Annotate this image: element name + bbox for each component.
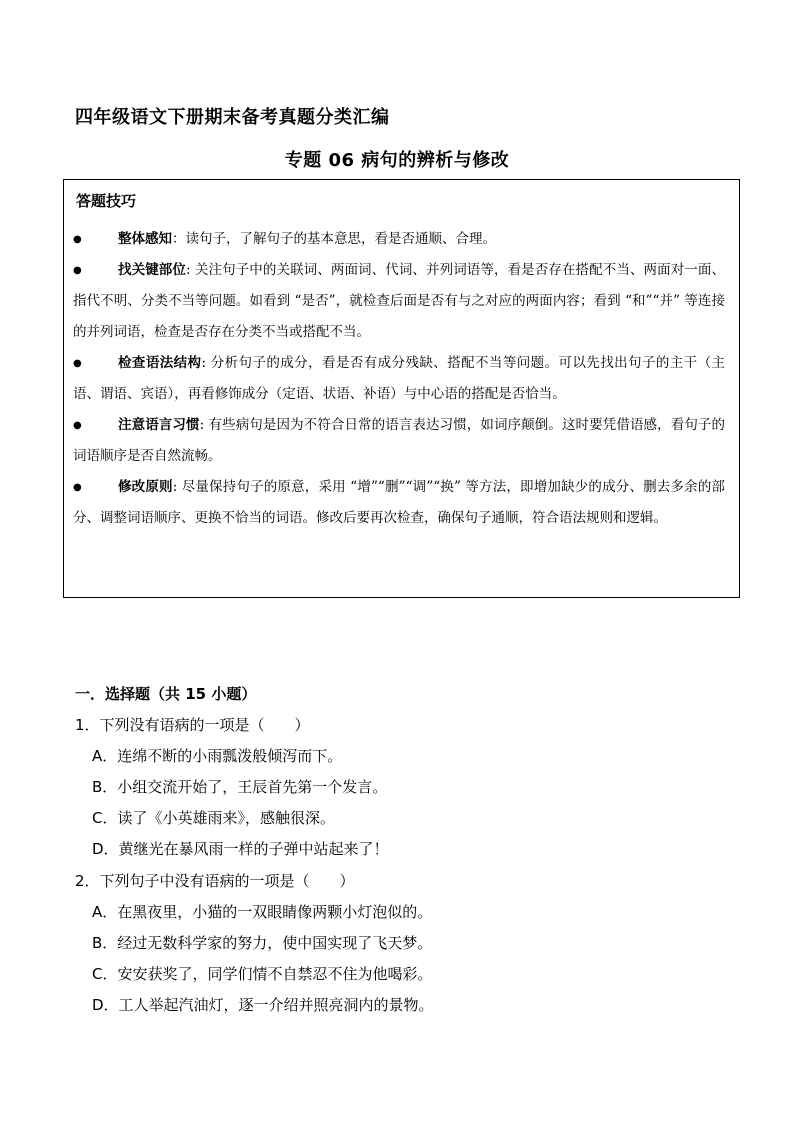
bullet-icon: ● <box>73 234 82 245</box>
tip-text: : 有些病句是因为不符合日常的语言表达习惯，如词序颠倒。这时要凭借语感，看句子的词语顺序是否自然流畅。 <box>73 417 726 464</box>
document-subtitle: 四年级语文下册期末备考真题分类汇编 <box>75 107 390 128</box>
tip-text: : 分析句子的成分，看是否有成分残缺、搭配不当等问题。可以先找出句子的主干（主语、谓语、宾语），再看修饰成分（定语、状语、补语）与中心语的搭配是否恰当。 <box>73 355 725 402</box>
tip-title: 检查语法结构 <box>118 355 202 371</box>
tip-text: ：读句子，了解句子的基本意思，看是否通顺、合理。 <box>172 231 496 247</box>
bullet-icon: ● <box>73 358 82 369</box>
bullet-icon: ● <box>73 265 82 276</box>
tip-item-grammar <box>73 348 725 410</box>
tip-title: 注意语言习惯 <box>118 417 200 433</box>
question-2 <box>75 866 735 1021</box>
option-c: C．安安获奖了，同学们情不自禁忍不住为他喝彩。 <box>92 965 433 983</box>
option-a: A．在黑夜里，小猫的一双眼睛像两颗小灯泡似的。 <box>92 903 433 921</box>
bullet-icon: ● <box>73 482 82 493</box>
tip-title: 修改原则 <box>118 479 173 495</box>
option-c: C．读了《小英雄雨来》，感触很深。 <box>92 809 335 827</box>
tip-title: 整体感知 <box>118 231 172 247</box>
option-d: D．工人举起汽油灯，逐一介绍并照亮洞内的景物。 <box>92 996 434 1014</box>
tip-item-habits <box>73 410 725 472</box>
question-stem: 1．下列没有语病的一项是（ ） <box>75 716 310 734</box>
option-b: B．经过无数科学家的努力，使中国实现了飞天梦。 <box>92 934 433 952</box>
section-heading: 一．选择题（共 15 小题） <box>75 685 257 703</box>
question-1 <box>75 710 735 865</box>
option-b: B．小组交流开始了，王辰首先第一个发言。 <box>92 778 388 796</box>
question-stem: 2．下列句子中没有语病的一项是（ ） <box>75 872 355 890</box>
tip-item-key-parts <box>73 255 725 348</box>
answer-tips-box <box>63 179 740 598</box>
tip-item-overall <box>73 224 725 255</box>
tip-text: : 尽量保持句子的原意，采用 “增”“删”“调”“换” 等方法，即增加缺少的成分、删去多余的部分、调整词语顺序、更换不恰当的词语。修改后要再次检查，确保句子通顺，符合语法规则和逻辑。 <box>73 479 725 526</box>
option-a: A．连绵不断的小雨瓢泼般倾泻而下。 <box>92 747 343 765</box>
tip-title: 找关键部位 <box>118 262 186 278</box>
tip-item-revision <box>73 472 725 534</box>
tips-list <box>73 224 725 534</box>
option-d: D．黄继光在暴风雨一样的子弹中站起来了！ <box>92 840 389 858</box>
document-title: 专题 06 病句的辨析与修改 <box>284 150 510 171</box>
tip-text: : 关注句子中的关联词、两面词、代词、并列词语等，看是否存在搭配不当、两面对一面、指代不明、分类不当等问题。如看到 “是否”，就检查后面是否有与之对应的两面内容；看到 “和”“并” 等连接的并列词语，检查是否存在分类不当或搭配不当。 <box>73 262 726 340</box>
bullet-icon: ● <box>73 420 82 431</box>
tips-heading: 答题技巧 <box>76 192 137 210</box>
